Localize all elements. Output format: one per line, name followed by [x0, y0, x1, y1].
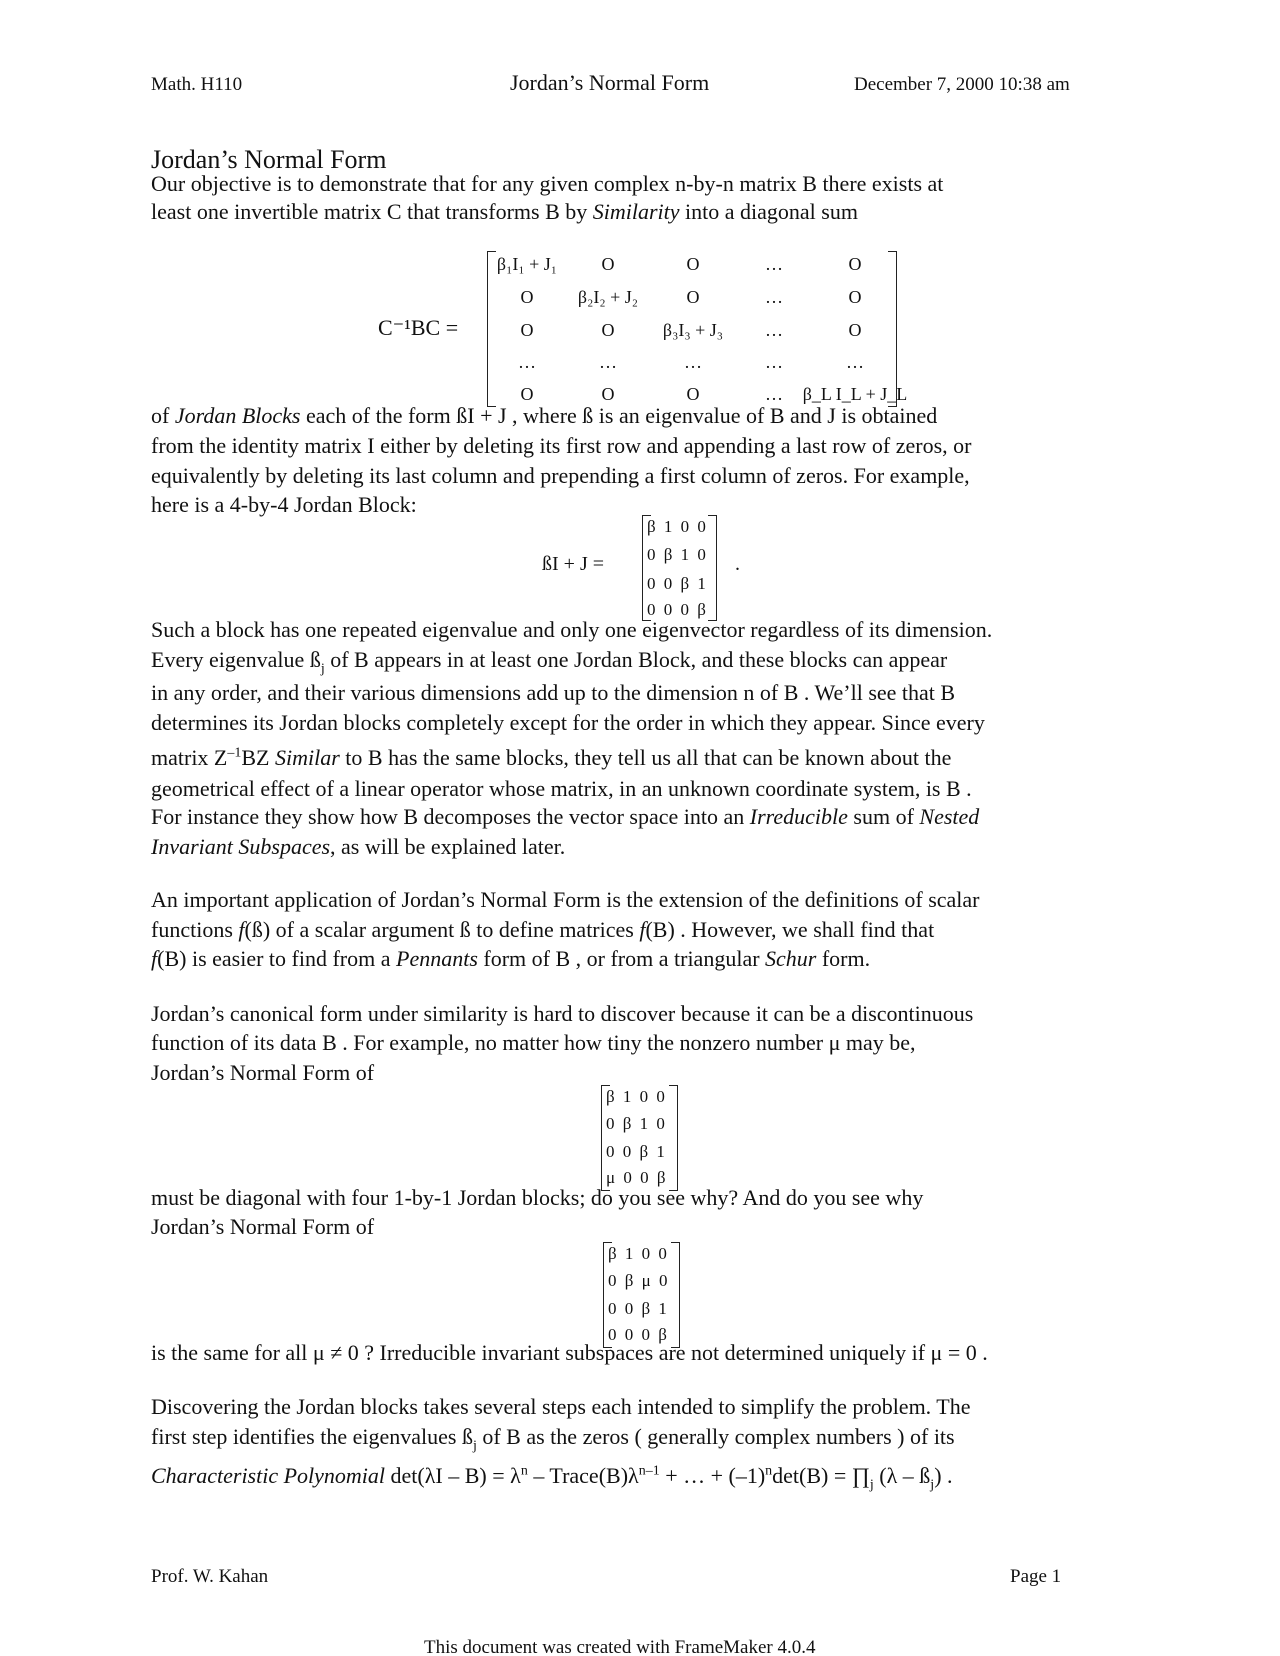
text-line [151, 1061, 374, 1085]
header-course: Math. H110 [151, 74, 243, 95]
text-segment: – Trace(B)λ [527, 1463, 639, 1488]
text-segment: n [765, 1463, 773, 1479]
text-segment: least one invertible matrix C that transforms B by [151, 199, 593, 224]
text-segment: Such a block has one repeated eigenvalue and only one eigenvector regardless of its dimension. [151, 617, 993, 642]
matrix-cell: β₂I₂ + J₂ [577, 287, 639, 307]
matrix-row: 0 0 0 β [608, 1325, 669, 1344]
text-segment: ) . [934, 1463, 953, 1488]
text-segment: Similarity [592, 199, 680, 224]
matrix-cell: β_L I_L + J_L [802, 384, 908, 404]
text-segment: Our objective is to demonstrate that for any given complex n-by-n matrix B there exists at [151, 171, 944, 196]
text-segment: Nested [919, 804, 980, 829]
text-line [151, 1186, 923, 1210]
matrix-row: μ 0 0 β [606, 1168, 668, 1187]
matrix-row: 0 β 1 0 [606, 1114, 667, 1133]
matrix-cell: O [848, 320, 862, 340]
text-segment: matrix Z [151, 745, 228, 770]
text-line [151, 404, 937, 428]
eq2-lhs: ßI + J = [542, 553, 605, 575]
text-segment: each of the form ßI + J , where ß is an eigenvalue of B and J is obtained [300, 403, 938, 428]
text-line [151, 888, 980, 912]
text-segment: , as will be explained later. [330, 834, 566, 859]
text-segment: Jordan’s Normal Form of [151, 1060, 375, 1085]
text-segment: j [869, 1477, 874, 1493]
text-segment: (B) is easier to find from a [157, 946, 396, 971]
text-segment: Jordan’s Normal Form of [151, 1214, 375, 1239]
eq1-lhs: C⁻¹BC = [378, 315, 459, 340]
matrix-cell: O [520, 320, 534, 340]
text-segment: –1 [227, 745, 242, 761]
matrix-row: β 1 0 0 [608, 1244, 669, 1263]
text-segment: to B has the same blocks, they tell us all that can be known about the [339, 745, 952, 770]
text-line [151, 1341, 988, 1365]
text-line [151, 493, 417, 517]
text-segment: j [320, 661, 325, 677]
text-segment: of B appears in at least one Jordan Block, and these blocks can appear [324, 647, 948, 672]
text-segment: Similar [275, 745, 340, 770]
matrix-cell: β₃I₃ + J₃ [662, 320, 724, 340]
footer-author: Prof. W. Kahan [151, 1566, 269, 1587]
matrix-cell: … [765, 320, 783, 340]
text-line [151, 1424, 955, 1454]
text-segment: from the identity matrix I either by deleting its first row and appending a last row of zeros, or [151, 433, 972, 458]
text-line [151, 200, 858, 224]
header-title: Jordan’s Normal Form [510, 70, 710, 95]
text-segment: here is a 4-by-4 Jordan Block: [151, 492, 417, 517]
text-line [151, 835, 565, 859]
text-line [151, 947, 870, 971]
matrix-cell: O [520, 384, 534, 404]
matrix-cell: β₁I₁ + J₁ [496, 254, 558, 274]
text-segment: det(B) = ∏ [772, 1463, 870, 1488]
text-line [151, 805, 979, 829]
text-segment: Discovering the Jordan blocks takes several steps each intended to simplify the problem. The [151, 1394, 971, 1419]
text-line [151, 746, 951, 770]
text-segment: + … + (–1) [659, 1463, 766, 1488]
matrix-row: 0 β 1 0 [647, 545, 708, 564]
text-segment: Jordan Blocks [174, 403, 301, 428]
text-line [151, 434, 972, 458]
text-segment: f [238, 917, 245, 942]
text-line [151, 1395, 971, 1419]
text-line [151, 1031, 916, 1055]
text-segment: equivalently by deleting its last column and prepending a first column of zeros. For example, [151, 463, 970, 488]
matrix-cell: O [601, 320, 615, 340]
matrix-cell: O [601, 254, 615, 274]
matrix-cell: O [848, 254, 862, 274]
matrix-cell: O [686, 287, 700, 307]
right-bracket [708, 515, 717, 621]
text-line [151, 777, 972, 801]
text-segment: functions [151, 917, 239, 942]
header-date: December 7, 2000 10:38 am [854, 74, 1070, 95]
text-segment: Invariant Subspaces [151, 834, 331, 859]
matrix-cell: … [599, 352, 617, 372]
text-segment: form. [816, 946, 871, 971]
matrix-cell: … [765, 254, 783, 274]
text-segment: of B as the zeros ( generally complex numbers ) of its [476, 1424, 955, 1449]
text-line [151, 918, 934, 942]
matrix-cell: O [520, 287, 534, 307]
text-segment: first step identifies the eigenvalues ß [151, 1424, 473, 1449]
text-segment: For instance they show how B decomposes the vector space into an [151, 804, 750, 829]
text-segment: geometrical effect of a linear operator whose matrix, in an unknown coordinate system, is B . [151, 776, 972, 801]
text-line [151, 1002, 973, 1026]
footer-note: This document was created with FrameMaker 4.0.4 [424, 1637, 816, 1656]
text-segment: into a diagonal sum [679, 199, 858, 224]
matrix-row: 0 0 0 β [647, 600, 708, 619]
text-line [151, 1215, 374, 1239]
matrix-cell: O [848, 287, 862, 307]
matrix-cell: O [601, 384, 615, 404]
matrix-cell: O [686, 254, 700, 274]
matrix-row: 0 0 β 1 [606, 1142, 667, 1161]
matrix-row: 0 0 β 1 [608, 1299, 669, 1318]
matrix-cell: … [765, 287, 783, 307]
matrix-cell: … [765, 384, 783, 404]
text-line [151, 711, 985, 735]
matrix-cell: … [846, 352, 864, 372]
right-bracket [669, 1085, 678, 1191]
text-line [151, 172, 943, 196]
text-segment: Schur [765, 946, 817, 971]
right-bracket [671, 1242, 680, 1348]
matrix-row: β 1 0 0 [647, 517, 708, 536]
matrix-cell: O [686, 384, 700, 404]
text-segment: Characteristic Polynomial [151, 1463, 386, 1488]
matrix-cell: … [684, 352, 702, 372]
matrix-row: 0 β μ 0 [608, 1271, 670, 1290]
text-segment: of [151, 403, 175, 428]
text-segment: determines its Jordan blocks completely except for the order in which they appear. Since every [151, 710, 985, 735]
text-segment: form of B , or from a triangular [477, 946, 766, 971]
text-segment: (λ – ß [873, 1463, 931, 1488]
text-segment: An important application of Jordan’s Normal Form is the extension of the definitions of scalar [151, 887, 980, 912]
text-line [151, 1463, 953, 1493]
text-line [151, 681, 955, 705]
text-line [151, 464, 970, 488]
text-segment: Pennants [396, 946, 478, 971]
text-segment: n [520, 1463, 528, 1479]
text-segment: (ß) of a scalar argument ß to define matrices [244, 917, 640, 942]
eq2-period: . [735, 553, 740, 575]
text-line [151, 618, 992, 642]
left-bracket [487, 251, 496, 407]
text-segment: det(λI – B) = λ [385, 1463, 521, 1488]
text-segment: j [930, 1477, 935, 1493]
text-segment: f [151, 946, 158, 971]
matrix-cell: … [518, 352, 536, 372]
text-segment: function of its data B . For example, no matter how tiny the nonzero number μ may be, [151, 1030, 916, 1055]
matrix-row: 0 0 β 1 [647, 574, 708, 593]
text-segment: BZ [241, 745, 275, 770]
text-segment: n–1 [638, 1463, 660, 1479]
text-segment: f [639, 917, 646, 942]
text-segment: Jordan’s canonical form under similarity is hard to discover because it can be a discontinuous [151, 1001, 974, 1026]
section-title: Jordan’s Normal Form [151, 145, 387, 174]
footer-page: Page 1 [1010, 1566, 1062, 1587]
matrix-cell: … [765, 352, 783, 372]
text-segment: Every eigenvalue ß [151, 647, 321, 672]
text-segment: is the same for all μ ≠ 0 ? Irreducible invariant subspaces are not determined uniquely if μ = 0 . [151, 1340, 988, 1365]
text-segment: sum of [847, 804, 920, 829]
text-segment: in any order, and their various dimensions add up to the dimension n of B . We’ll see that B [151, 680, 956, 705]
text-segment: Irreducible [749, 804, 848, 829]
matrix-row: β 1 0 0 [606, 1087, 667, 1106]
text-segment: j [472, 1438, 477, 1454]
text-segment: must be diagonal with four 1-by-1 Jordan blocks; do you see why? And do you see why [151, 1185, 924, 1210]
text-segment: (B) . However, we shall find that [645, 917, 935, 942]
text-line [151, 647, 948, 677]
